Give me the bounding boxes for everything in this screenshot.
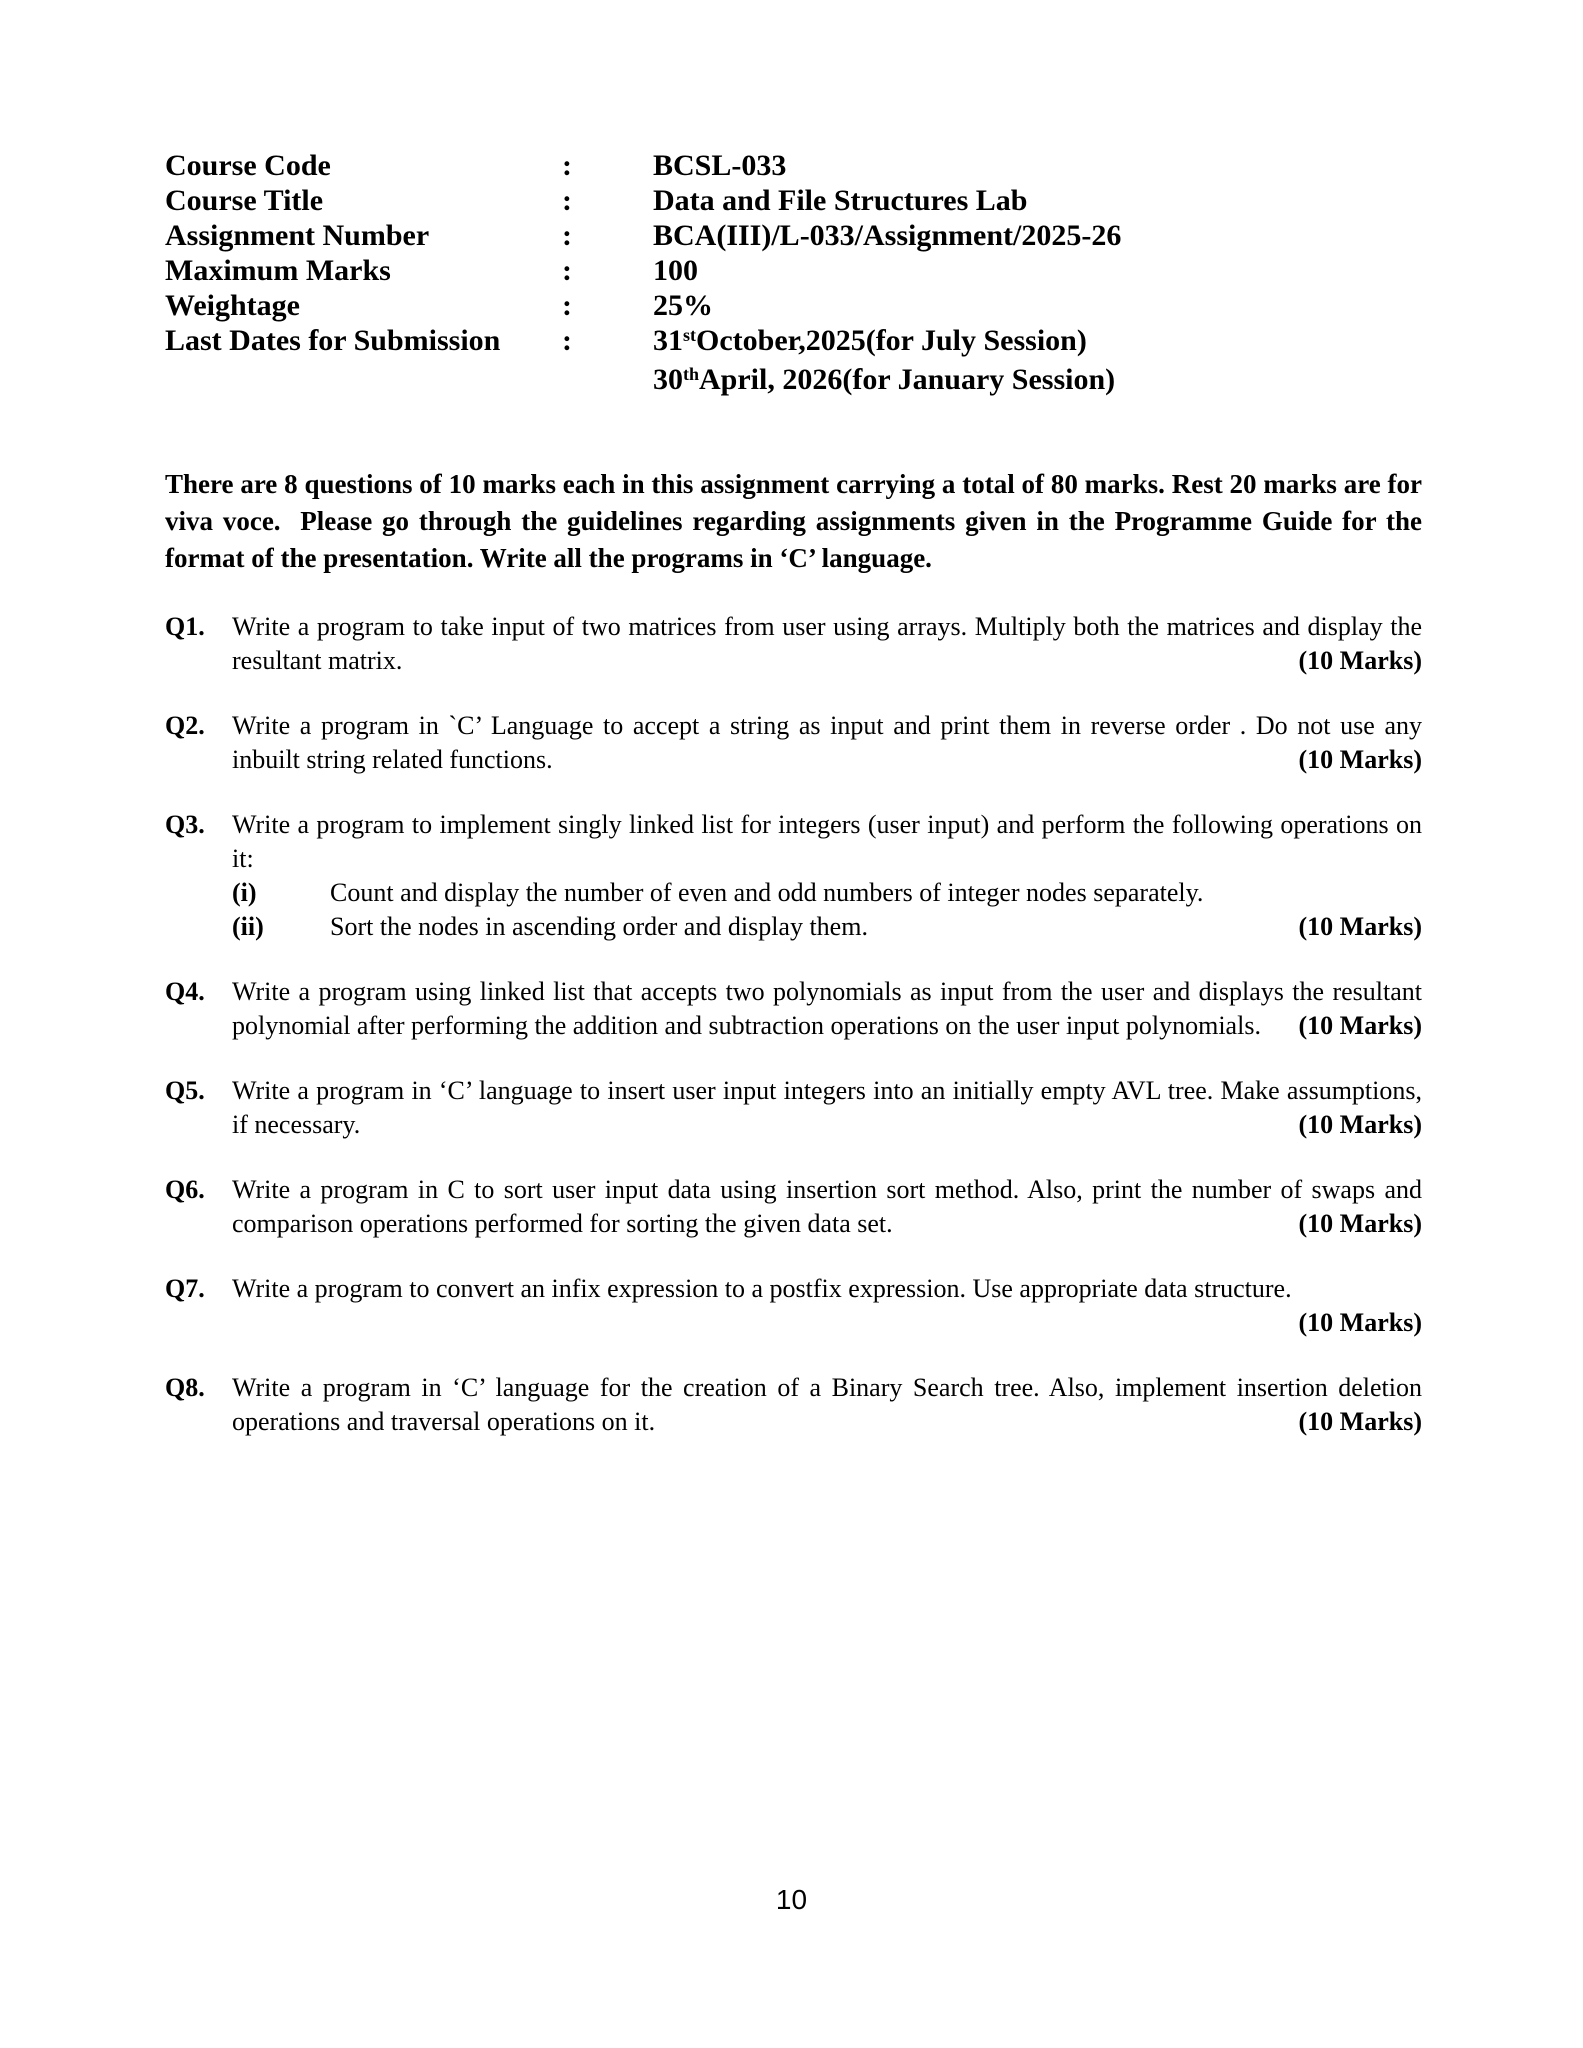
question-number: Q8. [165,1373,205,1402]
course-title-label: Course Title [165,184,324,217]
question-6 [165,1173,1422,1241]
subitem-label: (ii) [232,912,264,941]
weightage-label: Weightage [165,289,300,322]
question-number: Q1. [165,612,205,641]
header-row-course-code [165,148,1121,183]
page-number: 10 [775,1884,808,1915]
question-5 [165,1074,1422,1142]
colon-separator: : [562,184,572,217]
question-3-subitem-ii [232,910,1422,944]
subitem-label: (i) [232,878,257,907]
question-text: Write a program to implement singly linked list for integers (user input) and perform the following operations on it: (i) Count and display the number of even and odd numbers of integer nodes separately. (ii) Sort the nodes in ascending order and display them. (10 Marks) [232,808,1422,944]
question-text: Write a program in C to sort user input data using insertion sort method. Also, print the number of swaps and comparison operations performed for sorting the given data set. (10 Marks) [232,1173,1422,1241]
course-code-label: Course Code [165,149,331,182]
question-number: Q2. [165,711,205,740]
assignment-number-label: Assignment Number [165,219,430,252]
marks-label: (10 Marks) [1298,1011,1422,1040]
question-3 [165,808,1422,944]
colon-separator: : [562,149,572,182]
assignment-instructions-paragraph: There are 8 questions of 10 marks each in this assignment carrying a total of 80 marks. Rest 20 marks are for viva voce. Please go through the guidelines regarding assignments given in the Programme Guide for the format of the presentation. Write all the programs in ‘C’ language. [165,469,1422,573]
marks-label: (10 Marks) [1298,1209,1422,1238]
header-row-course-title [165,183,1121,218]
question-text: Write a program in ‘C’ language to insert user input integers into an initially empty AVL tree. Make assumptions, if necessary. (10 Marks) [232,1074,1422,1142]
ordinal-suffix: th [683,364,700,384]
question-number: Q4. [165,977,205,1006]
question-number: Q7. [165,1274,205,1303]
header-row-assignment-number [165,218,1121,253]
marks-label: (10 Marks) [1298,1407,1422,1436]
submission-dates-value [653,323,1121,401]
course-code-value: BCSL-033 [653,149,787,182]
ordinal-suffix: st [683,325,696,345]
question-list [165,610,1422,1470]
marks-label: (10 Marks) [1298,1110,1422,1139]
question-number: Q6. [165,1175,205,1204]
marks-label: (10 Marks) [1298,912,1422,941]
colon-separator: : [562,289,572,322]
question-number: Q3. [165,810,205,839]
submission-date-july-session: 31stOctober,2025(for July Session) [653,324,1087,357]
submission-dates-label: Last Dates for Submission [165,324,501,357]
colon-separator: : [562,254,572,287]
question-3-subitem-i [232,876,1422,910]
submission-date-january-session: 30thApril, 2026(for January Session) [653,363,1116,396]
question-text: Write a program to take input of two matrices from user using arrays. Multiply both the matrices and display the resultant matrix. (10 Marks) [232,610,1422,678]
question-2 [165,709,1422,777]
colon-separator: : [562,324,572,357]
maximum-marks-label: Maximum Marks [165,254,391,287]
question-8 [165,1371,1422,1439]
question-text: Write a program using linked list that accepts two polynomials as input from the user and displays the resultant polynomial after performing the addition and subtraction operations on the user input polynomials. (10 Marks) [232,975,1422,1043]
question-number: Q5. [165,1076,205,1105]
header-row-weightage [165,288,1121,323]
weightage-value: 25% [653,289,713,322]
maximum-marks-value: 100 [653,254,698,287]
question-7 [165,1272,1422,1340]
question-text: Write a program to convert an infix expression to a postfix expression. Use appropriate data structure. (10 Marks) [232,1272,1422,1340]
course-info-table [165,148,1121,401]
question-text: Write a program in ‘C’ language for the creation of a Binary Search tree. Also, implement insertion deletion operations and traversal operations on it. (10 Marks) [232,1371,1422,1439]
marks-label: (10 Marks) [1298,646,1422,675]
marks-label: (10 Marks) [1298,1308,1422,1337]
assignment-number-value: BCA(III)/L-033/Assignment/2025-26 [653,219,1122,252]
course-title-value: Data and File Structures Lab [653,184,1028,217]
header-row-maximum-marks [165,253,1121,288]
question-1 [165,610,1422,678]
header-row-submission-dates [165,323,1121,401]
subitem-text: Count and display the number of even and odd numbers of integer nodes separately. [330,878,1204,907]
marks-label: (10 Marks) [1298,745,1422,774]
question-4 [165,975,1422,1043]
colon-separator: : [562,219,572,252]
subitem-text: Sort the nodes in ascending order and display them. (10 Marks) [330,910,1422,944]
question-text: Write a program in `C’ Language to accept a string as input and print them in reverse order . Do not use any inbuilt string related functions. (10 Marks) [232,709,1422,777]
